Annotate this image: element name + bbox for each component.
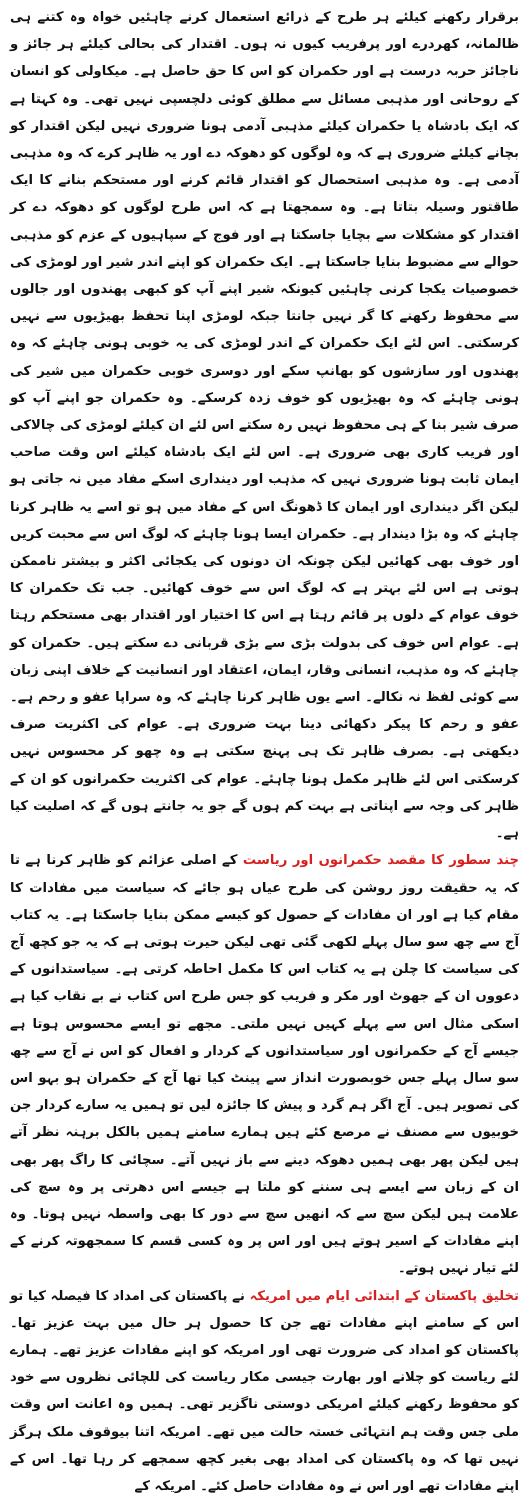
paragraph-text: نے پاکستان کی امداد کا فیصلہ کیا تو اس کے سامنے اپنے مفادات تھے جن کا حصول ہر حال میں بہت عزیز تھا۔ پاکستان کو امداد کی ضرورت تھی اور امریکہ کو اپنے مفادات عزیز تھے۔ ہمارے لئے ریاست کو چلانے اور بھارت جیسی مکار ریاست کی للچائی نظروں سے خود کو محفوظ رکھنے کیلئے امریکی دوستی ناگزیر تھی۔ ہمیں وہ اعانت اس وقت ملی جس وقت ہم انتہائی خستہ حالت میں تھے۔ امریکہ اتنا بیوقوف ملک ہرگز نہیں تھا کہ وہ پاکستان کی امداد بھی بغیر کچھ سمجھے کر رہا تھا۔ اس کے اپنے مفادات تھے اور اس نے وہ مفادات حاصل کئے۔ امریکہ کے [10,1288,519,1494]
highlighted-heading-text: تخلیق پاکستان کے ابتدائی ایام میں امریکہ [249,1288,519,1304]
paragraph-pakistan-us [10,1283,519,1500]
paragraph-machiavelli [10,4,519,847]
highlighted-heading-text: چند سطور کا مقصد حکمرانوں اور ریاست [242,853,519,869]
paragraph-text: برقرار رکھنے کیلئے ہر طرح کے ذرائع استعمال کرنے چاہئیں خواہ وہ کتنے ہی ظالمانہ، کھردرے اور پرفریب کیوں نہ ہوں۔ اقتدار کی بحالی کیلئے ہر جائز و ناجائز حربہ درست ہے اور حکمران کو اس کا حق حاصل ہے۔ میکاولی کو انسان کے روحانی اور مذہبی مسائل سے مطلق کوئی دلچسپی نہیں تھی۔ وہ کہتا ہے کہ ایک بادشاہ یا حکمران کیلئے مذہبی آدمی ہونا ضروری نہیں لیکن اقتدار کو بچانے کیلئے ضروری ہے کہ وہ لوگوں کو دھوکہ دے اور یہ ظاہر کرے کہ وہ مذہبی آدمی ہے۔ وہ مذہبی استحصال کو اقتدار قائم کرنے اور مستحکم بنانے کا ایک طاقتور وسیلہ بتاتا ہے۔ وہ سمجھتا ہے کہ اس طرح لوگوں کو دھوکہ دے کر اقتدار کو مشکلات سے بچایا جاسکتا ہے اور فوج کے سپاہیوں کے عزم کو مذہبی حوالے سے مضبوط بنایا جاسکتا ہے۔ ایک حکمران کو اپنے اندر شیر اور لومڑی کی خصوصیات یکجا کرنی چاہئیں کیونکہ شیر اپنے آپ کو کبھی پھندوں اور جالوں سے محفوظ رکھنے کا گر نہیں جانتا جبکہ لومڑی اپنا تحفظ بھیڑیوں سے نہیں کرسکتی۔ اس لئے ایک حکمران کے اندر لومڑی کی یہ خوبی ہونی چاہئے کہ وہ پھندوں اور سازشوں کو بھانپ سکے اور دوسری خوبی حکمران میں شیر کی ہونی چاہئے کہ وہ بھیڑیوں کو خوف زدہ کرسکے۔ وہ حکمران جو اپنے آپ کو صرف شیر بنا کے ہی محفوظ نہیں رہ سکتے اس لئے ان کیلئے لومڑی کی چالاکی اور فریب کاری بھی ضروری ہے۔ اس لئے ایک بادشاہ کیلئے اس وقت صاحب ایمان ثابت ہونا ضروری نہیں کہ مذہب اور دینداری اسکے مفاد میں نہ جاتی ہو لیکن اگر دینداری اور ایمان کا ڈھونگ اس کے مفاد میں ہو تو اسے یہ ظاہر کرنا چاہئے کہ وہ بڑا دیندار ہے۔ حکمران ایسا ہونا چاہئے کہ لوگ اس سے محبت کریں اور خوف بھی کھائیں لیکن چونکہ ان دونوں کی یکجائی اکثر و بیشتر ناممکن ہوتی ہے اس لئے بہتر ہے کہ لوگ اس سے خوف کھائیں۔ جب تک حکمران کا خوف عوام کے دلوں پر قائم رہتا ہے اس کا اختیار اور اقتدار بھی مستحکم رہتا ہے۔ عوام اس خوف کی بدولت بڑی سے بڑی قربانی دے سکتے ہیں۔ حکمران کو چاہئے کہ وہ مذہب، انسانی وقار، ایمان، اعتقاد اور انسانیت کے خلاف اپنی زبان سے کوئی لفظ نہ نکالے۔ اسے یوں ظاہر کرنا چاہئے کہ وہ سراپا عفو و رحم ہے۔ عفو و رحم کا پیکر دکھائی دینا بہت ضروری ہے۔ عوام کی اکثریت صرف دیکھتی ہے۔ بصرف ظاہر تک ہی پہنچ سکتی ہے وہ چھو کر محسوس نہیں کرسکتی اس لئے ظاہر مکمل ہونا چاہئے۔ عوام کی اکثریت حکمرانوں کو ان کے ظاہر کی وجہ سے اپناتی ہے بہت کم ہوں گے جو یہ جانتے ہوں گے کہ اصلیت کیا ہے۔ [10,10,519,842]
paragraph-politics-interests [10,847,519,1282]
paragraph-text: کے اصلی عزائم کو ظاہر کرنا ہے تا کہ یہ حقیقت روز روشن کی طرح عیاں ہو جائے کہ سیاست میں مفادات کا مقام کیا ہے اور ان مفادات کے حصول کو کیسے ممکن بنایا جاسکتا ہے۔ یہ کتاب آج سے چھ سو سال پہلے لکھی گئی تھی لیکن حیرت ہوتی ہے کہ یہ جو کچھ آج کی سیاست کا چلن ہے یہ کتاب اس کا مکمل احاطہ کرتی ہے۔ سیاستدانوں کے دعووں ان کے جھوٹ اور مکر و فریب کو جس طرح اس کتاب نے بے نقاب کیا ہے اسکی مثال اس سے پہلے کہیں نہیں ملتی۔ مجھے تو ایسے محسوس ہوتا ہے جیسے آج کے حکمرانوں اور سیاستدانوں کے کردار و افعال کو اس نے آج سے چھ سو سال پہلے جس خوبصورت انداز سے پینٹ کیا تھا آج کے حکمران ہو بہو اس کی تصویر ہیں۔ آج اگر ہم گرد و پیش کا جائزہ لیں تو ہمیں یہ سارے کردار جن خوبیوں سے مصنف نے مرصع کئے ہیں ہمارے سامنے ہمیں بالکل برہنہ نظر آتے ہیں لیکن پھر بھی ہمیں دھوکہ دینے سے باز نہیں آتے۔ سچائی کا راگ پھر بھی ان کے زبان سے ایسے ہی سننے کو ملتا ہے جیسے اس دھرتی پر وہ سچ کی علامت ہیں لیکن سچ سے کہ انھیں سچ سے دور کا بھی واسطہ نہیں ہوتا۔ وہ اپنے مفادات کے اسیر ہوتے ہیں اور اس پر وہ کسی قسم کا سمجھوتہ کرنے کے لئے تیار نہیں ہوتے۔ [10,853,519,1277]
